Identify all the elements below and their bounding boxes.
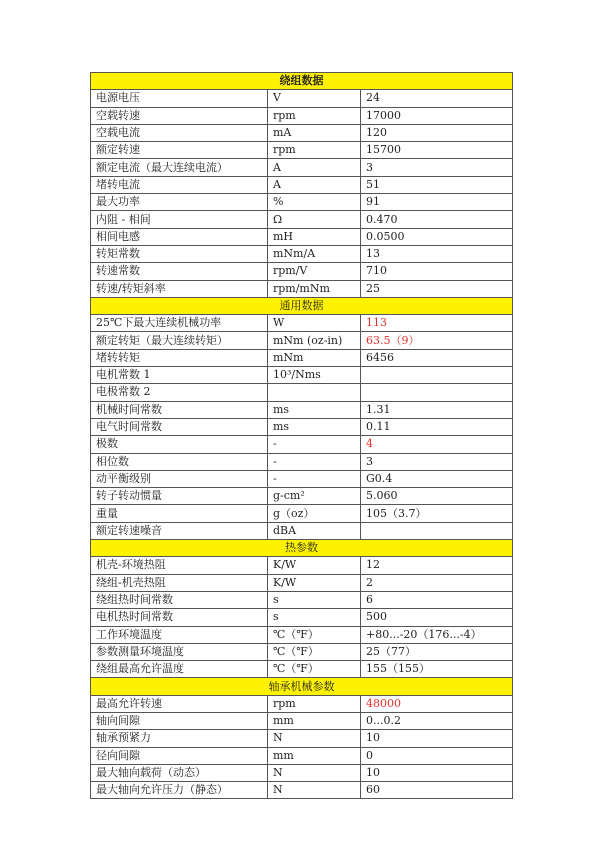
unit-cell: % bbox=[268, 194, 361, 211]
parameter-cell: 轴向间隙 bbox=[91, 712, 268, 729]
section-header-row bbox=[91, 73, 513, 90]
value-cell: 60 bbox=[361, 782, 513, 799]
value-cell: 3 bbox=[361, 453, 513, 470]
table-row bbox=[91, 436, 513, 453]
table-row bbox=[91, 245, 513, 262]
unit-cell: mA bbox=[268, 124, 361, 141]
table-row bbox=[91, 194, 513, 211]
value-cell: 0.11 bbox=[361, 418, 513, 435]
value-cell: 17000 bbox=[361, 107, 513, 124]
parameter-cell: 额定转矩（最大连续转矩） bbox=[91, 332, 268, 349]
value-cell: 113 bbox=[361, 315, 513, 332]
value-cell: 4 bbox=[361, 436, 513, 453]
unit-cell: rpm/V bbox=[268, 263, 361, 280]
unit-cell: ℃（℉） bbox=[268, 626, 361, 643]
parameter-cell: 绕组最高允许温度 bbox=[91, 661, 268, 678]
value-cell: 0 bbox=[361, 747, 513, 764]
value-cell: 0.0500 bbox=[361, 228, 513, 245]
unit-cell: dBA bbox=[268, 522, 361, 539]
unit-cell: ℃（℉） bbox=[268, 661, 361, 678]
table-row bbox=[91, 90, 513, 107]
unit-cell: rpm bbox=[268, 107, 361, 124]
spec-table-body bbox=[91, 73, 513, 799]
parameter-cell: 绕组-机壳热阻 bbox=[91, 574, 268, 591]
section-header-row bbox=[91, 678, 513, 695]
parameter-cell: 转矩常数 bbox=[91, 245, 268, 262]
unit-cell: g（oz） bbox=[268, 505, 361, 522]
value-cell: 48000 bbox=[361, 695, 513, 712]
parameter-cell: 转速常数 bbox=[91, 263, 268, 280]
unit-cell: mNm (oz-in) bbox=[268, 332, 361, 349]
table-row bbox=[91, 764, 513, 781]
value-cell: 15700 bbox=[361, 142, 513, 159]
unit-cell: g-cm² bbox=[268, 488, 361, 505]
value-cell: G0.4 bbox=[361, 470, 513, 487]
table-row bbox=[91, 557, 513, 574]
section-header-row bbox=[91, 297, 513, 314]
value-cell: 13 bbox=[361, 245, 513, 262]
parameter-cell: 空载电流 bbox=[91, 124, 268, 141]
value-cell: 710 bbox=[361, 263, 513, 280]
parameter-cell: 电源电压 bbox=[91, 90, 268, 107]
unit-cell: N bbox=[268, 764, 361, 781]
unit-cell: N bbox=[268, 730, 361, 747]
parameter-cell: 机械时间常数 bbox=[91, 401, 268, 418]
parameter-cell: 转速/转矩斜率 bbox=[91, 280, 268, 297]
section-title: 绕组数据 bbox=[91, 73, 513, 90]
parameter-cell: 极数 bbox=[91, 436, 268, 453]
value-cell: 51 bbox=[361, 176, 513, 193]
section-title: 热参数 bbox=[91, 540, 513, 557]
parameter-cell: 堵转电流 bbox=[91, 176, 268, 193]
parameter-cell: 参数测量环境温度 bbox=[91, 643, 268, 660]
parameter-cell: 额定转速噪音 bbox=[91, 522, 268, 539]
table-row bbox=[91, 159, 513, 176]
section-title: 轴承机械参数 bbox=[91, 678, 513, 695]
table-row bbox=[91, 142, 513, 159]
parameter-cell: 电极常数 2 bbox=[91, 384, 268, 401]
value-cell: 63.5（9） bbox=[361, 332, 513, 349]
parameter-cell: 额定转速 bbox=[91, 142, 268, 159]
table-row bbox=[91, 574, 513, 591]
parameter-cell: 转子转动惯量 bbox=[91, 488, 268, 505]
table-row bbox=[91, 782, 513, 799]
parameter-cell: 最高允许转速 bbox=[91, 695, 268, 712]
value-cell: 500 bbox=[361, 609, 513, 626]
unit-cell: A bbox=[268, 159, 361, 176]
value-cell: 91 bbox=[361, 194, 513, 211]
value-cell: 25 bbox=[361, 280, 513, 297]
unit-cell: mNm bbox=[268, 349, 361, 366]
table-row bbox=[91, 107, 513, 124]
parameter-cell: 工作环境温度 bbox=[91, 626, 268, 643]
table-row bbox=[91, 505, 513, 522]
value-cell: 1.31 bbox=[361, 401, 513, 418]
value-cell: +80...-20（176...-4） bbox=[361, 626, 513, 643]
value-cell: 3 bbox=[361, 159, 513, 176]
unit-cell: mm bbox=[268, 712, 361, 729]
table-row bbox=[91, 367, 513, 384]
value-cell: 10 bbox=[361, 730, 513, 747]
section-header-row bbox=[91, 540, 513, 557]
value-cell bbox=[361, 367, 513, 384]
value-cell: 105（3.7） bbox=[361, 505, 513, 522]
parameter-cell: 电机热时间常数 bbox=[91, 609, 268, 626]
unit-cell: A bbox=[268, 176, 361, 193]
table-row bbox=[91, 332, 513, 349]
value-cell: 155（155） bbox=[361, 661, 513, 678]
table-row bbox=[91, 522, 513, 539]
value-cell: 12 bbox=[361, 557, 513, 574]
unit-cell: ℃（℉） bbox=[268, 643, 361, 660]
unit-cell: Ω bbox=[268, 211, 361, 228]
parameter-cell: 额定电流（最大连续电流） bbox=[91, 159, 268, 176]
parameter-cell: 堵转转矩 bbox=[91, 349, 268, 366]
table-row bbox=[91, 695, 513, 712]
unit-cell: rpm bbox=[268, 142, 361, 159]
table-row bbox=[91, 661, 513, 678]
table-row bbox=[91, 730, 513, 747]
parameter-cell: 电气时间常数 bbox=[91, 418, 268, 435]
table-row bbox=[91, 280, 513, 297]
parameter-cell: 径向间隙 bbox=[91, 747, 268, 764]
table-row bbox=[91, 747, 513, 764]
unit-cell: K/W bbox=[268, 574, 361, 591]
table-row bbox=[91, 176, 513, 193]
value-cell: 5.060 bbox=[361, 488, 513, 505]
unit-cell: W bbox=[268, 315, 361, 332]
unit-cell: rpm bbox=[268, 695, 361, 712]
table-row bbox=[91, 401, 513, 418]
table-row bbox=[91, 349, 513, 366]
unit-cell: - bbox=[268, 470, 361, 487]
value-cell bbox=[361, 522, 513, 539]
table-row bbox=[91, 263, 513, 280]
table-row bbox=[91, 609, 513, 626]
parameter-cell: 机壳-环境热阻 bbox=[91, 557, 268, 574]
parameter-cell: 轴承预紧力 bbox=[91, 730, 268, 747]
unit-cell: mH bbox=[268, 228, 361, 245]
unit-cell bbox=[268, 384, 361, 401]
table-row bbox=[91, 470, 513, 487]
parameter-cell: 最大轴向允许压力（静态） bbox=[91, 782, 268, 799]
unit-cell: ms bbox=[268, 401, 361, 418]
value-cell: 2 bbox=[361, 574, 513, 591]
unit-cell: - bbox=[268, 436, 361, 453]
value-cell: 6456 bbox=[361, 349, 513, 366]
table-row bbox=[91, 453, 513, 470]
parameter-cell: 重量 bbox=[91, 505, 268, 522]
unit-cell: ms bbox=[268, 418, 361, 435]
parameter-cell: 相间电感 bbox=[91, 228, 268, 245]
table-row bbox=[91, 228, 513, 245]
section-title: 通用数据 bbox=[91, 297, 513, 314]
unit-cell: N bbox=[268, 782, 361, 799]
table-row bbox=[91, 211, 513, 228]
unit-cell: K/W bbox=[268, 557, 361, 574]
parameter-cell: 空载转速 bbox=[91, 107, 268, 124]
table-row bbox=[91, 488, 513, 505]
table-row bbox=[91, 712, 513, 729]
table-row bbox=[91, 626, 513, 643]
value-cell bbox=[361, 384, 513, 401]
parameter-cell: 绕组热时间常数 bbox=[91, 591, 268, 608]
unit-cell: mm bbox=[268, 747, 361, 764]
motor-spec-table bbox=[90, 72, 513, 799]
parameter-cell: 电机常数 1 bbox=[91, 367, 268, 384]
unit-cell: 10³/Nms bbox=[268, 367, 361, 384]
value-cell: 120 bbox=[361, 124, 513, 141]
value-cell: 24 bbox=[361, 90, 513, 107]
unit-cell: rpm/mNm bbox=[268, 280, 361, 297]
value-cell: 0.470 bbox=[361, 211, 513, 228]
value-cell: 0...0.2 bbox=[361, 712, 513, 729]
table-row bbox=[91, 418, 513, 435]
value-cell: 10 bbox=[361, 764, 513, 781]
unit-cell: s bbox=[268, 609, 361, 626]
table-row bbox=[91, 384, 513, 401]
unit-cell: V bbox=[268, 90, 361, 107]
parameter-cell: 25℃下最大连续机械功率 bbox=[91, 315, 268, 332]
table-row bbox=[91, 643, 513, 660]
table-row bbox=[91, 124, 513, 141]
table-row bbox=[91, 315, 513, 332]
unit-cell: - bbox=[268, 453, 361, 470]
parameter-cell: 相位数 bbox=[91, 453, 268, 470]
parameter-cell: 内阻 - 相间 bbox=[91, 211, 268, 228]
parameter-cell: 最大功率 bbox=[91, 194, 268, 211]
value-cell: 25（77） bbox=[361, 643, 513, 660]
unit-cell: s bbox=[268, 591, 361, 608]
unit-cell: mNm/A bbox=[268, 245, 361, 262]
parameter-cell: 动平衡级别 bbox=[91, 470, 268, 487]
value-cell: 6 bbox=[361, 591, 513, 608]
parameter-cell: 最大轴向载荷（动态） bbox=[91, 764, 268, 781]
table-row bbox=[91, 591, 513, 608]
